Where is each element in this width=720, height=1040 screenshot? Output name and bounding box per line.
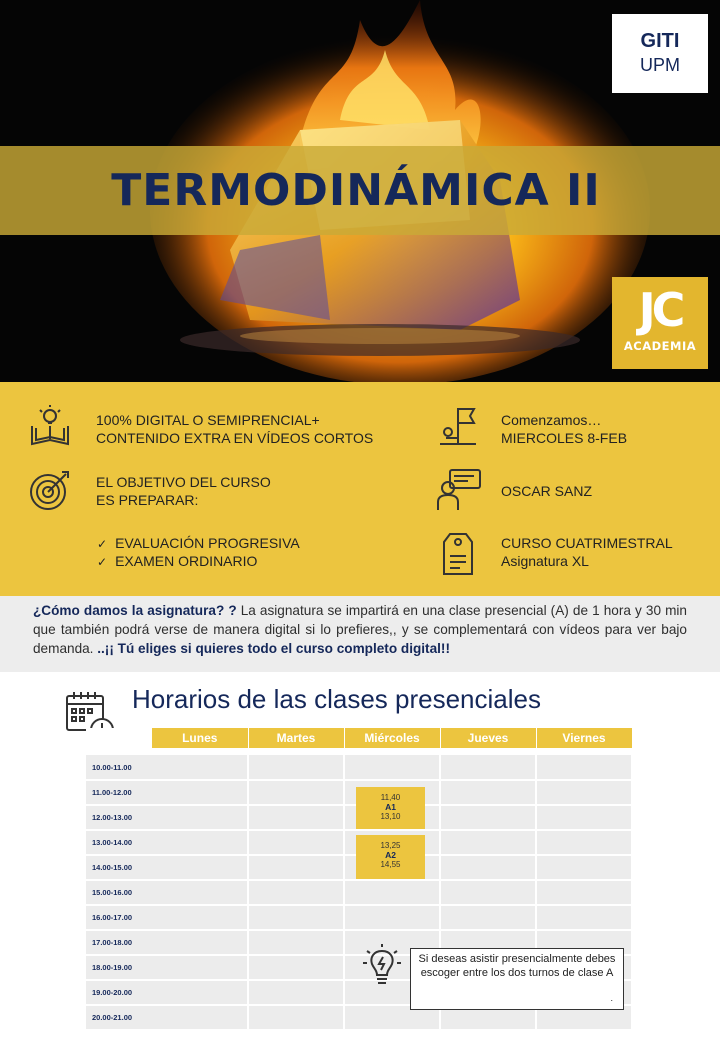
slot-start: 13,25 (380, 841, 401, 850)
page-title: TERMODINÁMICA II (111, 165, 601, 216)
objective-item: ✓ EVALUACIÓN PROGRESIVA (97, 535, 300, 553)
badge-line1: GITI (640, 30, 680, 52)
time-label: 13.00-14.00 (86, 830, 152, 855)
objective-item: ✓ EXAMEN ORDINARIO (97, 553, 300, 571)
day-header: Miércoles (344, 728, 440, 748)
course-line1: CURSO CUATRIMESTRAL (501, 535, 673, 551)
schedule-title: Horarios de las clases presenciales (132, 684, 541, 714)
table-row (86, 880, 632, 905)
teacher-name: OSCAR SANZ (501, 483, 593, 499)
hero-banner (0, 0, 720, 382)
time-label: 20.00-21.00 (86, 1005, 152, 1030)
day-header: Jueves (440, 728, 536, 748)
logo-mark: JC (638, 283, 682, 337)
price-tag-icon (440, 530, 476, 578)
target-icon (28, 468, 72, 512)
objective-line2: ES PREPARAR: (96, 492, 199, 508)
day-header: Martes (248, 728, 344, 748)
class-slot-a1 (356, 787, 425, 829)
course-line2: Asignatura XL (501, 553, 589, 569)
note-mark: . (610, 992, 613, 1003)
slot-start: 11,40 (380, 793, 401, 802)
start-line2: MIERCOLES 8-FEB (501, 430, 628, 446)
time-label: 12.00-13.00 (86, 805, 152, 830)
time-label: 14.00-15.00 (86, 855, 152, 880)
title-band (0, 146, 720, 235)
note-text: Si deseas asistir presencialmente debes escoger entre los dos turnos de clase A (418, 953, 616, 979)
book-lightbulb-icon (28, 404, 72, 448)
time-label: 15.00-16.00 (86, 880, 152, 905)
slot-end: 14,55 (380, 860, 401, 869)
giti-upm-badge (612, 14, 708, 93)
description-question: ¿Cómo damos la asignatura? ? (33, 603, 237, 618)
course-description (0, 596, 720, 672)
day-header: Lunes (152, 728, 248, 748)
lightbulb-icon (362, 943, 402, 987)
time-label: 11.00-12.00 (86, 780, 152, 805)
table-row (86, 755, 632, 780)
day-header: Viernes (536, 728, 632, 748)
objective-line1: EL OBJETIVO DEL CURSO (96, 474, 271, 490)
logo-text: ACADEMIA (623, 339, 697, 353)
jc-academia-logo (612, 277, 708, 369)
time-label: 10.00-11.00 (86, 755, 152, 780)
objective-list (97, 535, 300, 571)
flag-icon (436, 404, 480, 452)
time-label: 17.00-18.00 (86, 930, 152, 955)
time-label: 19.00-20.00 (86, 980, 152, 1005)
time-label: 18.00-19.00 (86, 955, 152, 980)
table-row (86, 780, 632, 805)
slot-end: 13,10 (380, 812, 401, 821)
course-info-panel (0, 382, 720, 596)
format-line1: 100% DIGITAL O SEMIPRENCIAL+ (96, 412, 320, 428)
attendance-note (410, 948, 624, 1010)
slot-name: A1 (385, 801, 396, 812)
class-slot-a2 (356, 835, 425, 879)
description-body: La asignatura se impartirá en una clase presencial (A) de 1 hora y 30 min que también podrá verse de manera digital si lo prefieres,, y se complementará con vídeos para ver bajo demanda. (33, 603, 687, 656)
table-row (86, 905, 632, 930)
badge-line2: UPM (640, 55, 680, 75)
teacher-icon (436, 468, 484, 512)
start-line1: Comenzamos… (501, 412, 602, 428)
slot-name: A2 (385, 849, 396, 860)
format-line2: CONTENIDO EXTRA EN VÍDEOS CORTOS (96, 430, 374, 446)
description-closing: ..¡¡ Tú eliges si quieres todo el curso completo digital!! (97, 641, 450, 656)
time-label: 16.00-17.00 (86, 905, 152, 930)
table-row (86, 830, 632, 855)
